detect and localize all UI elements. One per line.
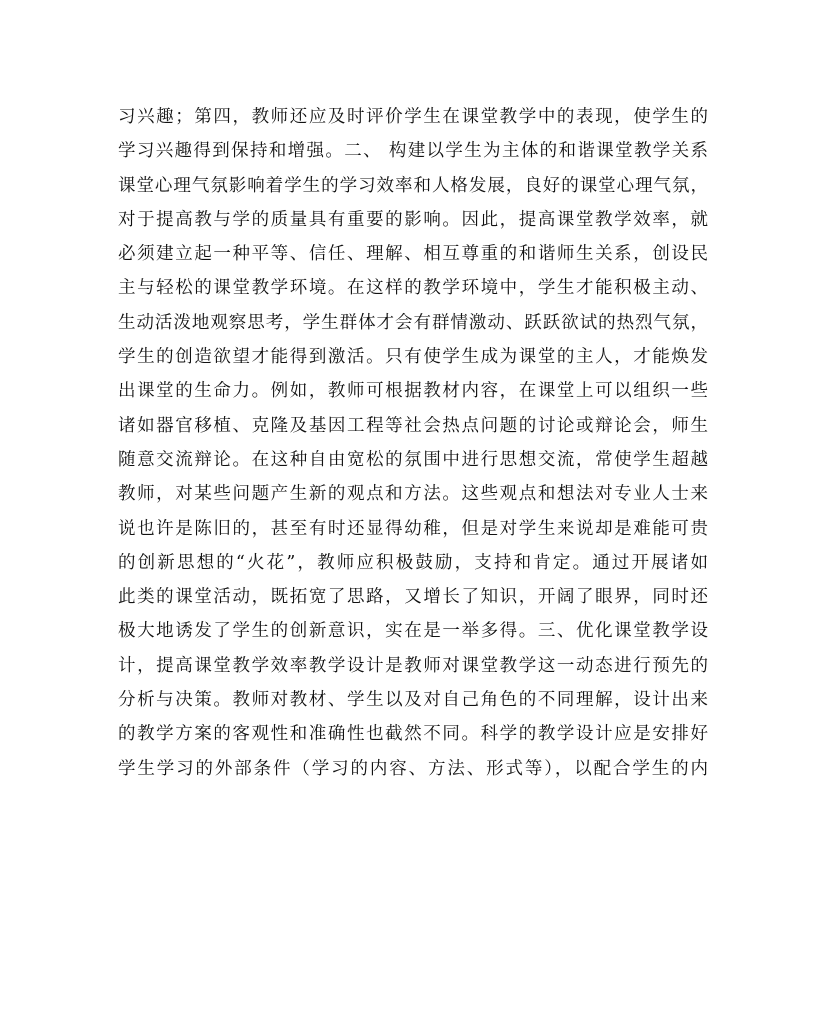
text-line: 生动活泼地观察思考，学生群体才会有群情激动、跃跃欲试的热烈气氛， <box>118 312 708 333</box>
text-line: 此类的课堂活动，既拓宽了思路，又增长了知识，开阔了眼界，同时还 <box>118 587 708 608</box>
text-line: 教师，对某些问题产生新的观点和方法。这些观点和想法对专业人士来 <box>118 484 708 505</box>
text-line: 学习兴趣得到保持和增强。二、 构建以学生为主体的和谐课堂教学关系 <box>118 141 708 162</box>
text-line: 诸如器官移植、克隆及基因工程等社会热点问题的讨论或辩论会，师生 <box>118 415 708 436</box>
text-line: 学生的创造欲望才能得到激活。只有使学生成为课堂的主人，才能焕发 <box>118 347 708 368</box>
text-line: 主与轻松的课堂教学环境。在这样的教学环境中，学生才能积极主动、 <box>118 278 708 299</box>
text-line: 出课堂的生命力。例如，教师可根据教材内容，在课堂上可以组织一些 <box>118 381 708 402</box>
text-line: 的创新思想的“火花”，教师应积极鼓励，支持和肯定。通过开展诸如 <box>118 552 708 573</box>
text-line: 对于提高教与学的质量具有重要的影响。因此，提高课堂教学效率，就 <box>118 209 708 230</box>
text-line: 计，提高课堂教学效率教学设计是教师对课堂教学这一动态进行预先的 <box>118 655 708 676</box>
text-line: 分析与决策。教师对教材、学生以及对自己角色的不同理解，设计出来 <box>118 690 708 711</box>
text-line: 必须建立起一种平等、信任、理解、相互尊重的和谐师生关系，创设民 <box>118 244 708 265</box>
text-line: 随意交流辩论。在这种自由宽松的氛围中进行思想交流，常使学生超越 <box>118 449 708 470</box>
text-line: 学生学习的外部条件（学习的内容、方法、形式等），以配合学生的内 <box>118 758 708 779</box>
text-line: 说也许是陈旧的，甚至有时还显得幼稚，但是对学生来说却是难能可贵 <box>118 518 708 539</box>
text-line: 的教学方案的客观性和准确性也截然不同。科学的教学设计应是安排好 <box>118 724 708 745</box>
text-line: 课堂心理气氛影响着学生的学习效率和人格发展，良好的课堂心理气氛， <box>118 175 708 196</box>
text-line: 习兴趣；第四，教师还应及时评价学生在课堂教学中的表现，使学生的 <box>118 107 708 127</box>
body-text <box>118 100 708 786</box>
text-line: 极大地诱发了学生的创新意识，实在是一举多得。三、优化课堂教学设 <box>118 621 708 642</box>
